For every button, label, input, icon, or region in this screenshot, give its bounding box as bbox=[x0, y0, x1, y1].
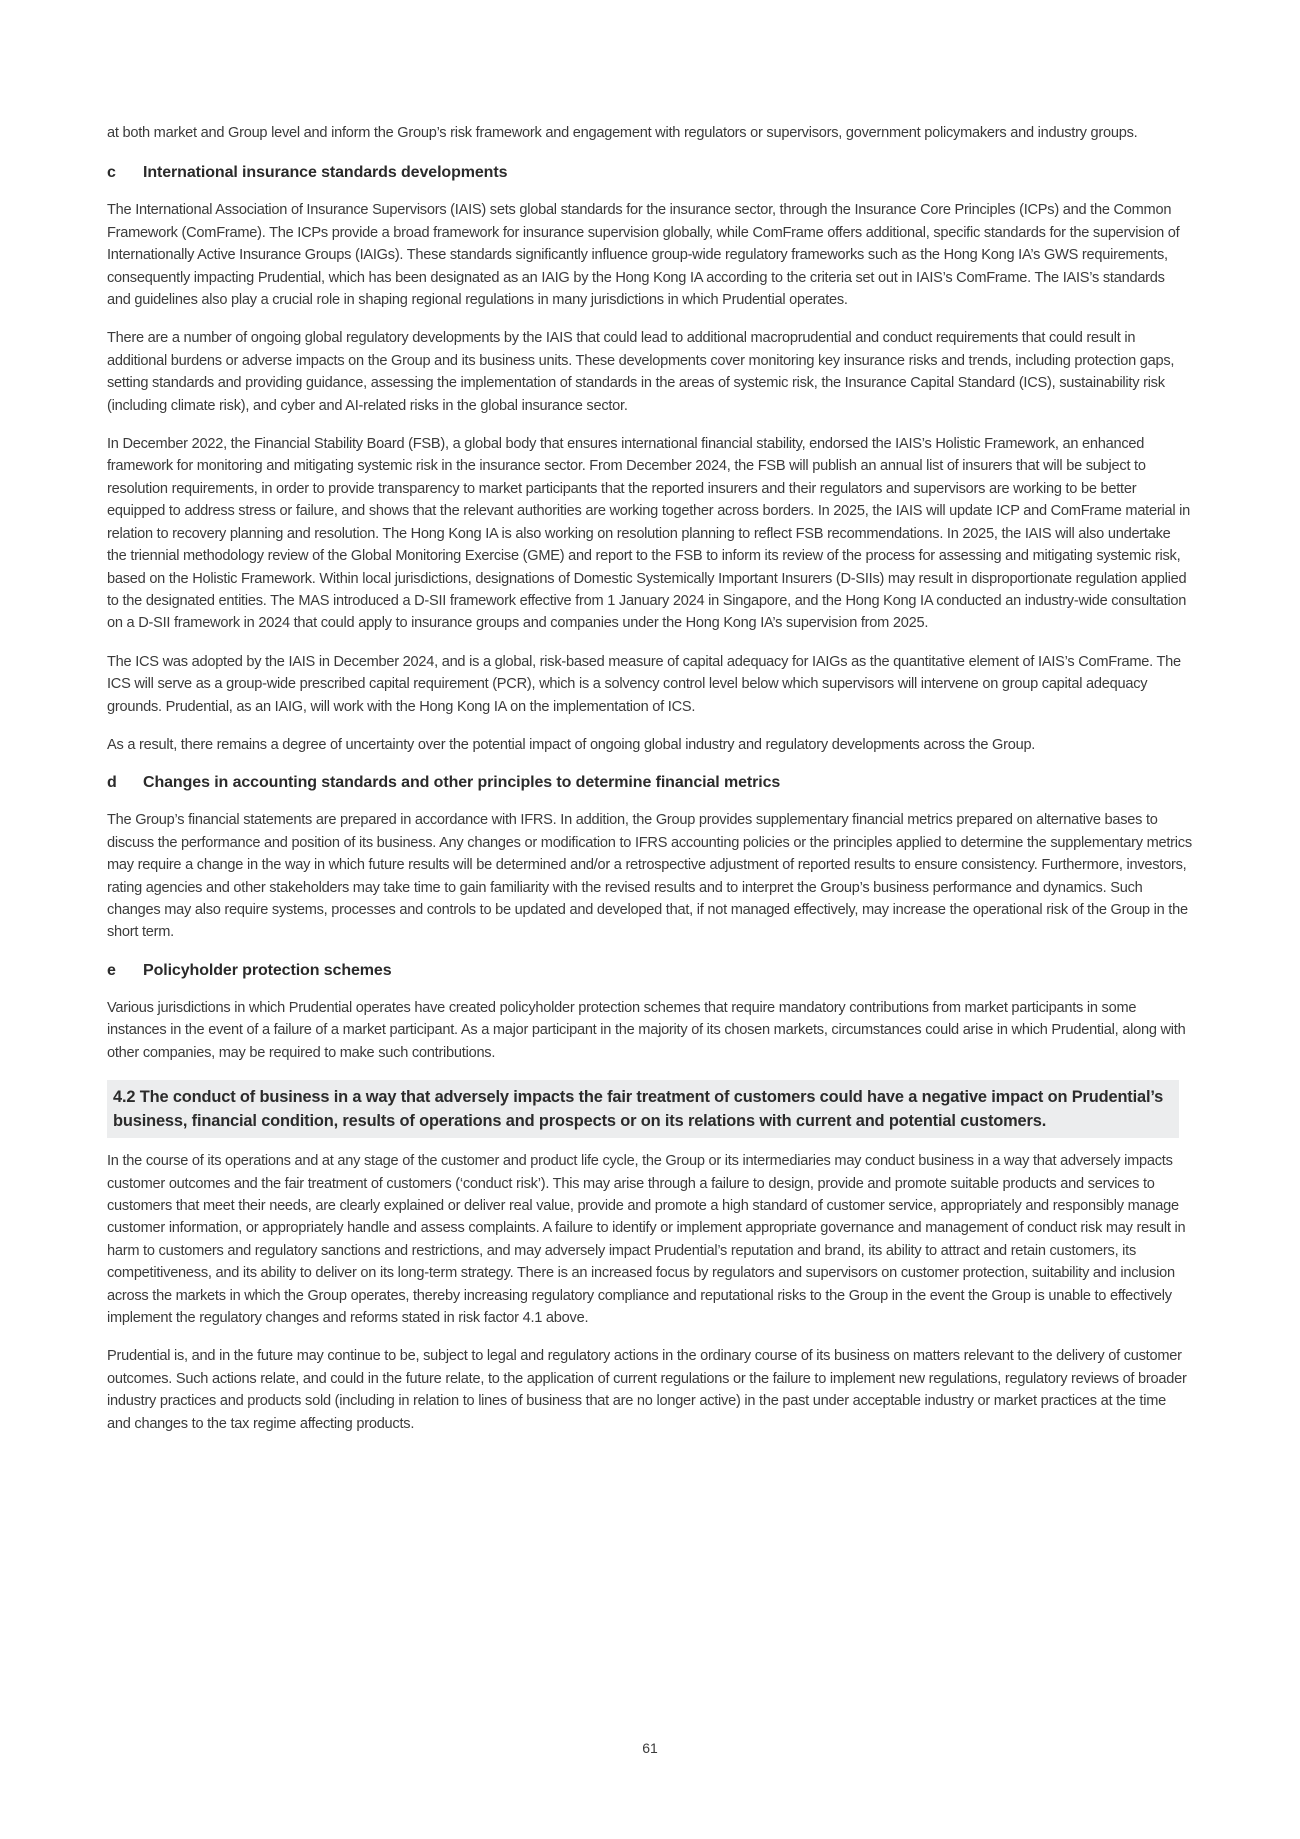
body-paragraph: There are a number of ongoing global regulatory developments by the IAIS that could lead to additional macroprudential and conduct requirements that could result in additional burdens or adverse impacts on the Group and its business units. These developments cover monitoring key insurance risks and trends, including protection gaps, setting standards and providing guidance, assessing the implementation of standards in the areas of systemic risk, the Insurance Capital Standard (ICS), sustainability risk (including climate risk), and cyber and AI-related risks in the global insurance sector. bbox=[107, 330, 1175, 414]
section-title: Changes in accounting standards and other principles to determine financial metrics bbox=[143, 774, 781, 792]
body-paragraph: As a result, there remains a degree of uncertainty over the potential impact of ongoing global industry and regulatory developments across the Group. bbox=[107, 736, 1036, 753]
body-paragraph: The Group’s financial statements are prepared in accordance with IFRS. In addition, the Group provides supplementary financial metrics prepared on alternative bases to discuss the performance and position of its business. Any changes or modification to IFRS accounting policies or the principles applied to determine the supplementary metrics may require a change in the way in which future results will be determined and/or a retrospective adjustment of reported results to ensure consistency. Furthermore, investors, rating agencies and other stakeholders may take time to gain familiarity with the revised results and to interpret the Group’s business performance and dynamics. Such changes may also require systems, processes and controls to be updated and developed that, if not managed effectively, may increase the operational risk of the Group in the short term. bbox=[107, 812, 1192, 941]
body-paragraph: In the course of its operations and at any stage of the customer and product life cycle, the Group or its intermediaries may conduct business in a way that adversely impacts customer outcomes and the fair treatment of customers (‘conduct risk’). This may arise through a failure to design, provide and promote suitable products and services to customers that meet their needs, are clearly explained or deliver real value, provide and promote a high standard of customer service, appropriately and responsibly manage customer information, or appropriately handle and assess complaints. A failure to identify or implement appropriate governance and management of conduct risk may result in harm to customers and regulatory sanctions and restrictions, and may adversely impact Prudential’s reputation and brand, its ability to attract and retain customers, its competitiveness, and its ability to deliver on its long-term strategy. There is an increased focus by regulators and supervisors on customer protection, suitability and inclusion across the markets in which the Group operates, thereby increasing regulatory compliance and reputational risks to the Group in the event the Group is unable to effectively implement the regulatory changes and reforms stated in risk factor 4.1 above. bbox=[107, 1153, 1186, 1327]
section-heading-c bbox=[107, 162, 1192, 184]
page-number: 61 bbox=[642, 1740, 658, 1756]
page-content bbox=[107, 122, 1192, 1451]
section-title: Policyholder protection schemes bbox=[143, 961, 392, 979]
section-letter: c bbox=[107, 164, 116, 182]
section-heading-e bbox=[107, 960, 1192, 982]
body-paragraph: In December 2022, the Financial Stability Board (FSB), a global body that ensures international financial stability, endorsed the IAIS’s Holistic Framework, an enhanced framework for monitoring and mitigating systemic risk in the insurance sector. From December 2024, the FSB will publish an annual list of insurers that will be subject to resolution requirements, in order to provide transparency to market participants that the reported insurers and their regulators and supervisors are working to be better equipped to address stress or failure, and shows that the relevant authorities are working together across borders. In 2025, the IAIS will update ICP and ComFrame material in relation to recovery planning and resolution. The Hong Kong IA is also working on resolution planning to reflect FSB recommendations. In 2025, the IAIS will also undertake the triennial methodology review of the Global Monitoring Exercise (GME) and report to the FSB to inform its review of the process for assessing and mitigating systemic risk, based on the Holistic Framework. Within local jurisdictions, designations of Domestic Systemically Important Insurers (D-SIIs) may result in disproportionate regulation applied to the designated entities. The MAS introduced a D-SII framework effective from 1 January 2024 in Singapore, and the Hong Kong IA conducted an industry-wide consultation on a D-SII framework in 2024 that could apply to insurance groups and companies under the Hong Kong IA’s supervision from 2025. bbox=[107, 436, 1190, 632]
risk-factor-callout: 4.2 The conduct of business in a way that adversely impacts the fair treatment of customers could have a negative impact on Prudential’s business, financial condition, results of operations and prospects or on its relations with current and potential customers. bbox=[107, 1080, 1179, 1138]
section-title: International insurance standards developments bbox=[143, 164, 508, 182]
intro-paragraph: at both market and Group level and inform the Group’s risk framework and engagement with regulators or supervisors, government policymakers and industry groups. bbox=[107, 125, 1138, 141]
body-paragraph: The International Association of Insurance Supervisors (IAIS) sets global standards for the insurance sector, through the Insurance Core Principles (ICPs) and the Common Framework (ComFrame). The ICPs provide a broad framework for insurance supervision globally, while ComFrame offers additional, specific standards for the supervision of Internationally Active Insurance Groups (IAIGs). These standards significantly influence group-wide regulatory frameworks such as the Hong Kong IA’s GWS requirements, consequently impacting Prudential, which has been designated as an IAIG by the Hong Kong IA according to the criteria set out in IAIS’s ComFrame. The IAIS’s standards and guidelines also play a crucial role in shaping regional regulations in many jurisdictions in which Prudential operates. bbox=[107, 202, 1180, 309]
section-letter: d bbox=[107, 774, 117, 792]
section-letter: e bbox=[107, 961, 116, 979]
section-heading-d bbox=[107, 772, 1192, 794]
body-paragraph: The ICS was adopted by the IAIS in December 2024, and is a global, risk-based measure of capital adequacy for IAIGs as the quantitative element of IAIS’s ComFrame. The ICS will serve as a group-wide prescribed capital requirement (PCR), which is a solvency control level below which supervisors will intervene on group capital adequacy grounds. Prudential, as an IAIG, will work with the Hong Kong IA on the implementation of ICS. bbox=[107, 653, 1181, 715]
body-paragraph: Various jurisdictions in which Prudential operates have created policyholder protection schemes that require mandatory contributions from market participants in some instances in the event of a failure of a market participant. As a major participant in the majority of its chosen markets, circumstances could arise in which Prudential, along with other companies, may be required to make such contributions. bbox=[107, 999, 1186, 1061]
body-paragraph: Prudential is, and in the future may continue to be, subject to legal and regulatory actions in the ordinary course of its business on matters relevant to the delivery of customer outcomes. Such actions relate, and could in the future relate, to the application of current regulations or the failure to implement new regulations, regulatory reviews of broader industry practices and products sold (including in relation to lines of business that are no longer active) in the past under acceptable industry or market practices at the time and changes to the tax regime affecting products. bbox=[107, 1348, 1187, 1432]
